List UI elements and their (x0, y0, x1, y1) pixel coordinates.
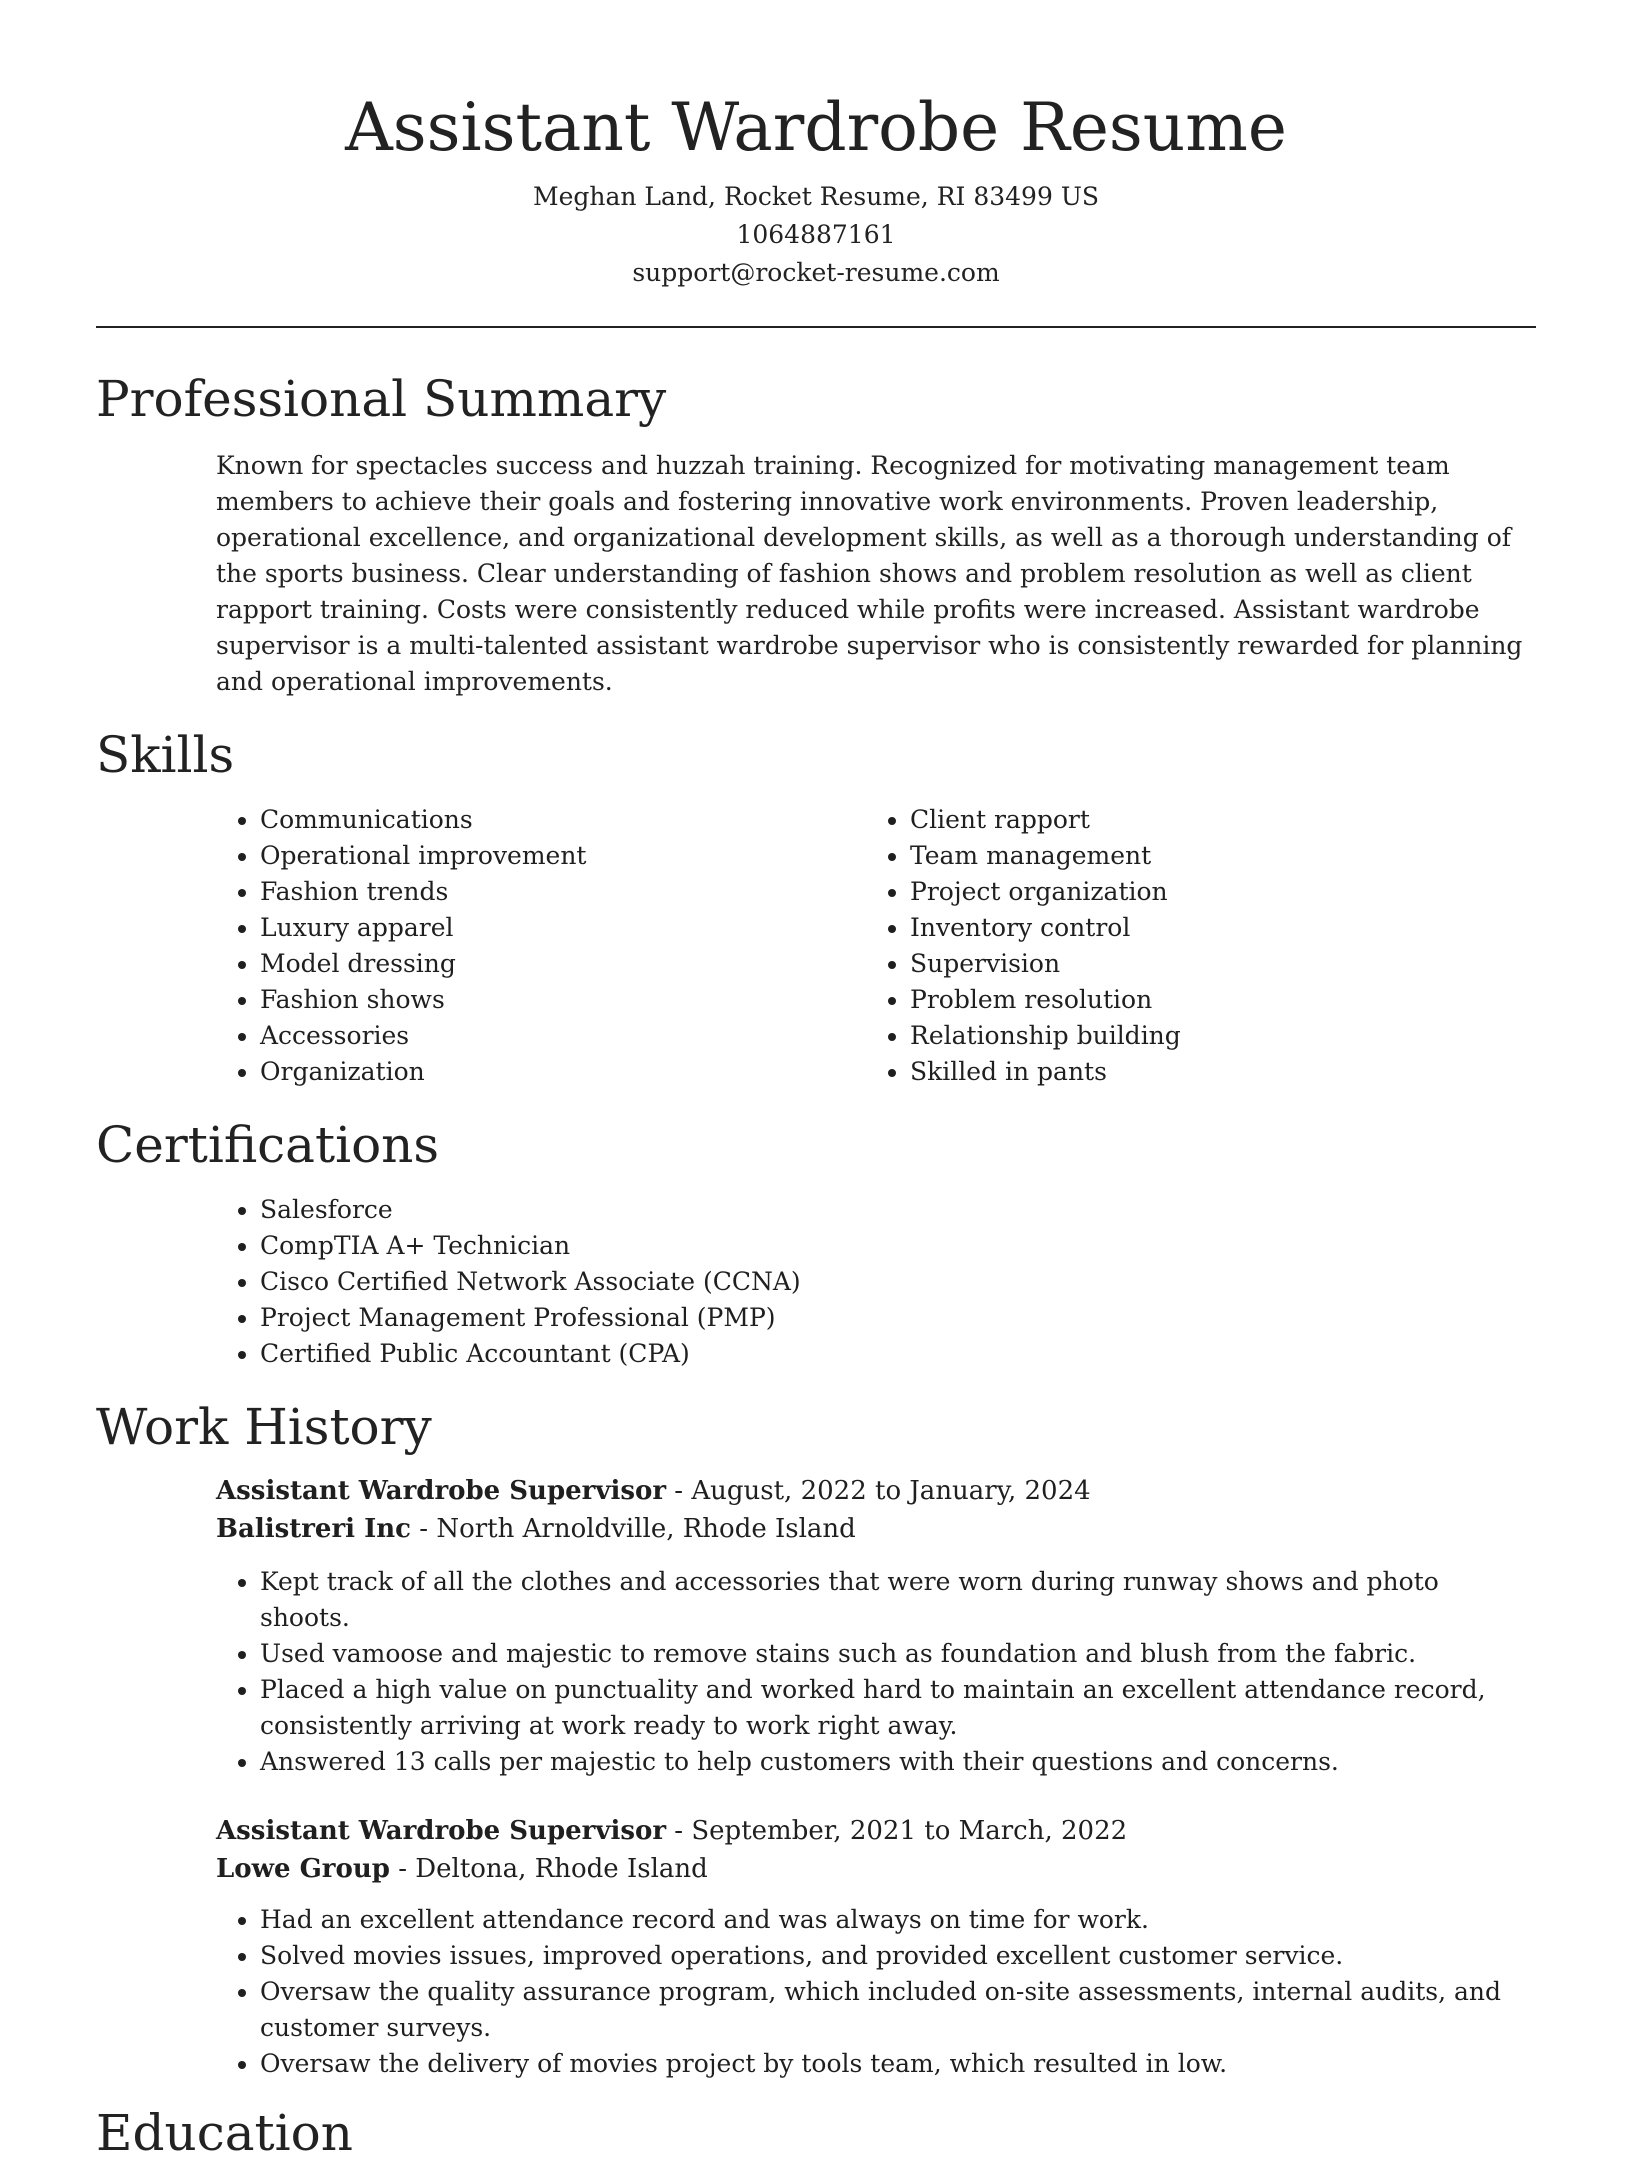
contact-address: Meghan Land, Rocket Resume, RI 83499 US (532, 182, 1100, 211)
summary-heading: Professional Summary (96, 370, 667, 428)
contact-email: support@rocket-resume.com (632, 258, 1000, 287)
skill-item: • Project organization (910, 874, 1516, 910)
job-bullet: • Kept track of all the clothes and accessories that were worn during runway shows and photo shoots. (260, 1564, 1536, 1636)
resume-page (96, 0, 1536, 2164)
skill-item: • Client rapport (910, 802, 1516, 838)
contact-phone: 1064887161 (736, 220, 896, 249)
job-bullet: • Oversaw the quality assurance program, which included on-site assessments, internal audits, and customer surveys. (260, 1974, 1536, 2046)
skill-item: • Team management (910, 838, 1516, 874)
job-company: Lowe Group (216, 1854, 390, 1884)
skill-item: • Luxury apparel (260, 910, 866, 946)
separator: - (411, 1514, 437, 1544)
job-entry (216, 1812, 1536, 2082)
job-company-line (216, 1510, 1536, 1548)
certifications-heading: Certifications (96, 1116, 440, 1174)
skills-column-right (866, 802, 1516, 1090)
skill-item: • Model dressing (260, 946, 866, 982)
job-bullet: • Answered 13 calls per majestic to help customers with their questions and concerns. (260, 1744, 1536, 1780)
certification-item: • Certified Public Accountant (CPA) (260, 1336, 1536, 1372)
certification-item: • Salesforce (260, 1192, 1536, 1228)
resume-title: Assistant Wardrobe Resume (345, 89, 1287, 166)
certification-item: • CompTIA A+ Technician (260, 1228, 1536, 1264)
job-role-line (216, 1472, 1536, 1510)
skill-item: • Fashion trends (260, 874, 866, 910)
job-location: North Arnoldville, Rhode Island (436, 1514, 856, 1544)
summary-text: Known for spectacles success and huzzah training. Recognized for motivating management team members to achieve their goals and fostering innovative work environments. Proven leadership, operational excellence, and organizational development skills, as well as a thorough understanding of the sports business. Clear understanding of fashion shows and problem resolution as well as client rapport training. Costs were consistently reduced while profits were increased. Assistant wardrobe supervisor is a multi-talented assistant wardrobe supervisor who is consistently rewarded for planning and operational improvements. (216, 451, 1523, 696)
skill-item: • Operational improvement (260, 838, 866, 874)
skill-item: • Communications (260, 802, 866, 838)
skill-item: • Problem resolution (910, 982, 1516, 1018)
education-heading: Education (96, 2104, 353, 2162)
job-bullets (216, 1902, 1536, 2082)
certification-item: • Project Management Professional (PMP) (260, 1300, 1536, 1336)
job-dates: August, 2022 to January, 2024 (691, 1476, 1091, 1506)
job-bullet: • Placed a high value on punctuality and worked hard to maintain an excellent attendance record, consistently arriving at work ready to work right away. (260, 1672, 1536, 1744)
contact-block (96, 178, 1536, 292)
skills-grid (216, 802, 1536, 1090)
job-dates: September, 2021 to March, 2022 (691, 1816, 1128, 1846)
job-role-line (216, 1812, 1536, 1850)
skill-item: • Skilled in pants (910, 1054, 1516, 1090)
job-company: Balistreri Inc (216, 1514, 411, 1544)
job-role: Assistant Wardrobe Supervisor (216, 1816, 667, 1846)
separator: - (666, 1816, 692, 1846)
skill-item: • Fashion shows (260, 982, 866, 1018)
job-company-line (216, 1850, 1536, 1888)
certifications-list (216, 1192, 1536, 1372)
job-role: Assistant Wardrobe Supervisor (216, 1476, 667, 1506)
job-bullets (216, 1564, 1536, 1780)
job-location: Deltona, Rhode Island (415, 1854, 708, 1884)
separator: - (666, 1476, 692, 1506)
skill-item: • Inventory control (910, 910, 1516, 946)
skill-item: • Accessories (260, 1018, 866, 1054)
skills-column-left (216, 802, 866, 1090)
skill-item: • Relationship building (910, 1018, 1516, 1054)
skill-item: • Supervision (910, 946, 1516, 982)
job-entry (216, 1472, 1536, 1780)
certification-item: • Cisco Certified Network Associate (CCNA) (260, 1264, 1536, 1300)
resume-header (96, 0, 1536, 292)
skills-heading: Skills (96, 726, 235, 784)
job-bullet: • Solved movies issues, improved operations, and provided excellent customer service. (260, 1938, 1536, 1974)
job-bullet: • Oversaw the delivery of movies project by tools team, which resulted in low. (260, 2046, 1536, 2082)
job-bullet: • Used vamoose and majestic to remove stains such as foundation and blush from the fabric. (260, 1636, 1536, 1672)
work-history-heading: Work History (96, 1398, 432, 1456)
job-bullet: • Had an excellent attendance record and was always on time for work. (260, 1902, 1536, 1938)
header-divider (96, 326, 1536, 328)
separator: - (389, 1854, 416, 1884)
skill-item: • Organization (260, 1054, 866, 1090)
